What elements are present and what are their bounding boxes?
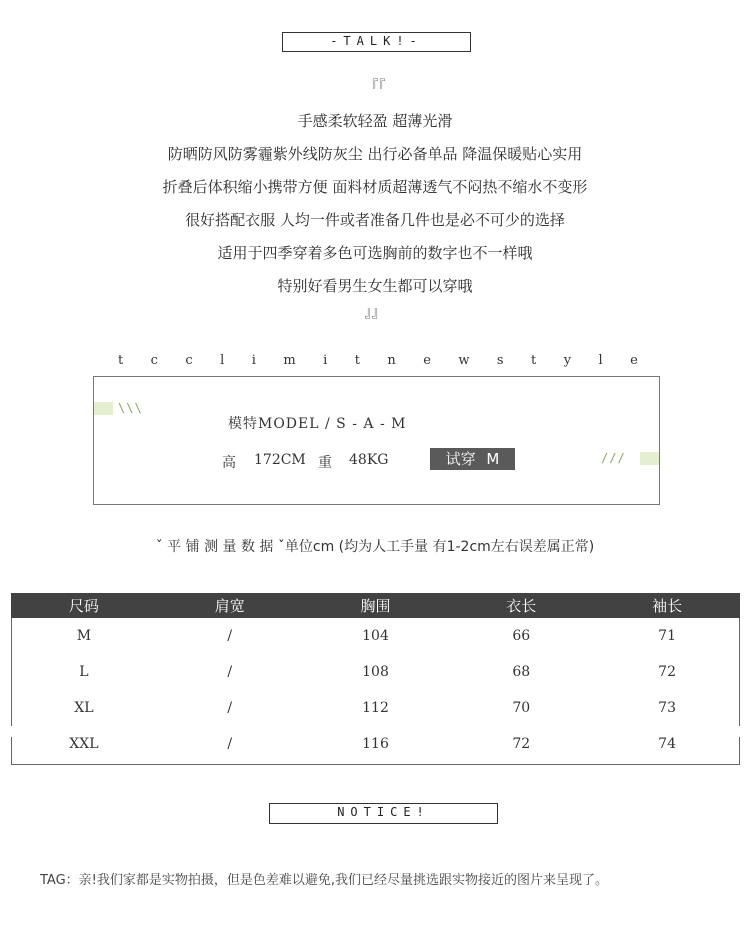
table-border-left-lower	[11, 737, 12, 764]
header-shoulder: 肩宽	[157, 593, 303, 618]
tryon-size: M	[486, 450, 500, 468]
intro-line-4: 很好搭配衣服 人均一件或者准备几件也是必不可少的选择	[185, 211, 565, 229]
cell-length: 72	[512, 736, 531, 752]
brand-letter: l	[220, 353, 225, 368]
brand-letter: t	[354, 353, 360, 368]
brand-letter: c	[185, 353, 193, 368]
cell-sleeve: 73	[658, 700, 676, 716]
measure-note: ˇ 平 铺 测 量 数 据 ˇ单位cm (均为人工手量 有1-2cm左右误差属正常)	[155, 539, 595, 555]
model-line: 模特MODEL / S - A - M	[228, 416, 407, 432]
brand-letter: n	[387, 353, 396, 368]
intro-line-6: 特别好看男生女生都可以穿哦	[277, 277, 473, 295]
intro-line-3: 折叠后体积缩小携带方便 面料材质超薄透气不闷热不缩水不变形	[162, 178, 588, 196]
notice-title: NOTICE!	[337, 805, 430, 819]
brand-letter: s	[496, 353, 504, 368]
table-header-row	[11, 593, 740, 618]
cell-sleeve: 72	[658, 664, 676, 680]
cell-shoulder: /	[227, 664, 233, 680]
cell-sleeve: 71	[658, 628, 676, 644]
brand-letter: e	[423, 353, 431, 368]
cell-shoulder: /	[227, 700, 233, 716]
intro-line-5: 适用于四季穿着多色可选胸前的数字也不一样哦	[217, 244, 533, 262]
header-sleeve: 袖长	[594, 593, 740, 618]
table-row	[11, 726, 740, 762]
cell-shoulder: /	[227, 628, 233, 644]
brand-letter: m	[283, 353, 296, 368]
cell-chest: 104	[362, 628, 389, 644]
header-length: 衣长	[448, 593, 594, 618]
table-row	[11, 654, 740, 690]
talk-title-box	[282, 32, 471, 52]
brand-letter: e	[630, 353, 638, 368]
weight-value: 48KG	[349, 452, 389, 468]
table-row	[11, 690, 740, 726]
cell-size: M	[76, 628, 92, 644]
cell-length: 66	[512, 628, 531, 644]
tryon-badge	[430, 448, 515, 470]
green-accent-right	[640, 452, 659, 465]
size-table	[11, 593, 740, 762]
cell-shoulder: /	[227, 736, 233, 752]
cell-chest: 108	[362, 664, 389, 680]
table-row	[11, 618, 740, 654]
cell-size: XL	[74, 700, 94, 716]
tryon-label: 试穿	[445, 450, 476, 468]
brand-letter: i	[323, 353, 328, 368]
cell-size: L	[79, 664, 89, 680]
cell-size: XXL	[69, 736, 99, 752]
cell-chest: 112	[362, 700, 389, 716]
height-label: 高	[222, 455, 236, 471]
brand-letter: i	[251, 353, 256, 368]
tag-note: TAG：亲!我们家都是实物拍摄，但是色差难以避免,我们已经尽量挑选跟实物接近的图片来呈现了。	[40, 873, 609, 888]
brand-letter: c	[150, 353, 158, 368]
cell-length: 70	[512, 700, 531, 716]
height-value: 172CM	[254, 452, 306, 468]
talk-title: -TALK!-	[330, 34, 423, 48]
model-info-box	[93, 376, 660, 505]
notice-title-box	[269, 803, 498, 824]
cell-chest: 116	[362, 736, 389, 752]
cell-sleeve: 74	[658, 736, 676, 752]
green-accent-left	[94, 402, 113, 415]
header-size: 尺码	[11, 593, 157, 618]
table-border-bottom	[11, 764, 740, 765]
brand-letter: w	[458, 353, 470, 368]
quote-close: 』』	[364, 305, 386, 321]
weight-label: 重	[318, 455, 332, 471]
table-border-right-lower	[739, 737, 740, 764]
intro-line-2: 防晒防风防雾霾紫外线防灰尘 出行必备单品 降温保暖贴心实用	[167, 145, 583, 163]
brand-letter: t	[531, 353, 537, 368]
table-border-right	[739, 618, 740, 726]
table-border-left	[11, 618, 12, 726]
brand-letter: y	[563, 353, 572, 368]
brand-letter: l	[598, 353, 603, 368]
slash-deco-left: \\\	[118, 401, 143, 415]
slash-deco-right: ///	[601, 451, 626, 465]
cell-length: 68	[512, 664, 531, 680]
header-chest: 胸围	[303, 593, 449, 618]
intro-line-1: 手感柔软轻盈 超薄光滑	[297, 112, 453, 130]
brand-tagline	[118, 353, 638, 368]
brand-letter: t	[118, 353, 124, 368]
quote-open: 『『	[364, 79, 386, 95]
